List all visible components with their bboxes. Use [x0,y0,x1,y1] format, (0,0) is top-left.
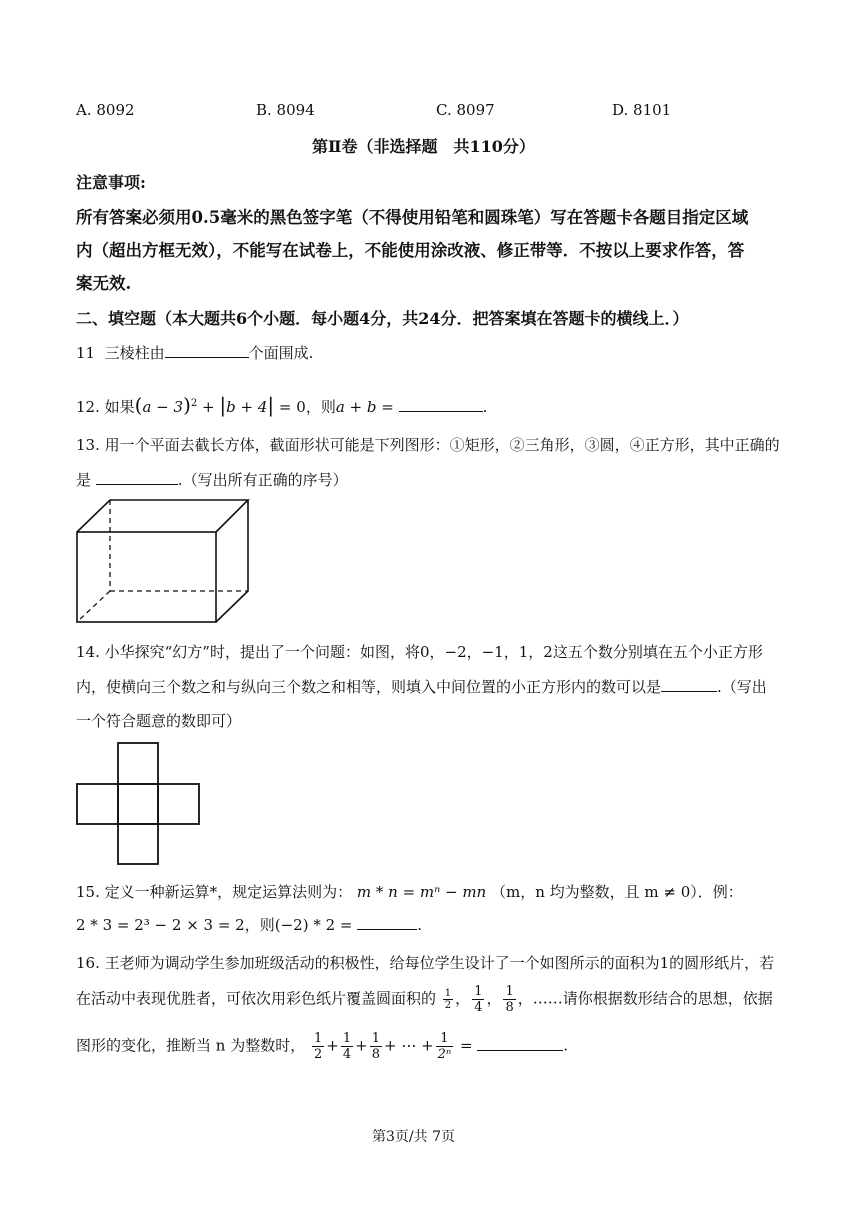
q16-fraction-quarter: $\frac{1}{4}$ [474,984,483,1015]
q16-eq: = [460,1036,473,1055]
q11-answer-blank[interactable] [165,343,249,358]
square-top [118,743,158,784]
q12-answer-blank[interactable] [399,397,483,412]
q16-answer-blank[interactable] [477,1036,563,1051]
cross-squares-figure [74,741,204,867]
q16-text-lead: 图形的变化，推断当 n 为整数时， [76,1036,306,1055]
q16-text-after: ，……请你根据数形结合的思想，依据 [517,989,773,1008]
square-right [158,784,199,824]
option-b: B. 8094 [256,101,315,119]
q12-exponent: 2 [190,398,198,409]
q16-line-2: 在活动中表现优胜者，可依次用彩色纸片覆盖圆面积的 $\frac{1}{2}$ ， $\frac{1}{4}$ ， $\frac{1}{8}$ ，……请你根据数形结合的思想，依据 [76,984,773,1015]
q14-text-before: 内，使横向三个数之和与纵向三个数之和相等，则填入中间位置的小正方形内的数可以是 [76,678,662,696]
q15-answer-blank[interactable] [357,915,417,930]
option-c: C. 8097 [436,101,495,119]
q14-line-1: 14. 小华探究“幻方”时，提出了一个问题：如图，将0，−2，−1，1，2这五个数分别填在五个小正方形 [76,643,763,661]
q12-expr1: a − 3 [142,398,184,416]
q11-text-before: 三棱柱由 [104,344,165,362]
cuboid-figure [70,494,260,629]
q12-lead: 如果 [104,398,135,416]
q12-ab: a + b = [335,398,394,416]
q16-line-3: 图形的变化，推断当 n 为整数时， $\frac{1}{2}$ + $\frac{1}{4}$ + $\frac{1}{8}$ + ⋯ + $\frac{1}{\text{2ⁿ}}$ = . [76,1031,569,1062]
section-title: 第Ⅱ卷（非选择题 共110分） [312,137,535,156]
q11-text-after: 个面围成. [248,344,314,362]
q15-line-2 [76,914,422,935]
q12-expr2: b + 4 [226,398,268,416]
q13-line-2 [76,469,348,490]
sum-term: $\frac{1}{2}$ [313,1031,323,1062]
q15-then: ，则 [244,916,275,934]
q15-ask: (−2) * 2 = [274,916,353,934]
q13-text-before: 是 [76,471,92,489]
part2-heading: 二、填空题（本大题共6个小题．每小题4分，共24分．把答案填在答题卡的横线上．） [76,309,689,328]
sum-term: $\frac{1}{8}$ [371,1031,380,1062]
q16-text-before: 在活动中表现优胜者，可依次用彩色纸片覆盖圆面积的 [76,989,437,1008]
q13-answer-blank[interactable] [96,470,178,485]
q14-line-3: 一个符合题意的数即可） [76,712,242,730]
q12-end: . [482,398,488,416]
q14-line-2 [76,676,767,697]
q16-ellipsis: + ⋯ + [383,1036,434,1055]
q14-text-after: .（写出 [717,678,767,696]
notice-line-3: 案无效. [76,274,132,293]
q15-example: 2 * 3 = 2³ − 2 × 3 = 2 [76,916,245,934]
q12-number: 12. [76,398,100,416]
page-footer: 第3页/共 7页 [372,1129,455,1145]
sum-term-last: $\frac{1}{\text{2ⁿ}}$ [437,1031,452,1062]
notice-heading: 注意事项: [76,173,146,192]
notice-line-2: 内（超出方框无效），不能写在试卷上，不能使用涂改液、修正带等．不按以上要求作答，答 [76,241,745,260]
q16-end: . [563,1036,569,1055]
q15-lead: 15. 定义一种新运算*，规定运算法则为： [76,883,353,901]
q11-number: 11 [76,344,96,362]
notice-line-1: 所有答案必须用0.5毫米的黑色签字笔（不得使用铅笔和圆珠笔）写在答题卡各题目指定区域 [76,208,749,227]
square-bottom [118,824,158,864]
q13-text-after: .（写出所有正确的序号） [177,471,348,489]
question-11 [76,342,313,363]
q16-fraction-eighth: $\frac{1}{8}$ [505,984,514,1015]
option-d: D. 8101 [612,101,672,119]
q15-condition: （m，n 均为整数，且 m ≠ 0）．例： [491,883,743,901]
square-center [118,784,158,824]
q16-fraction-half: $\frac{1}{2}$ [444,988,452,1011]
q12-plus: + [202,398,215,416]
q14-answer-blank[interactable] [661,677,717,692]
q13-line-1: 13. 用一个平面去截长方体，截面形状可能是下列图形：①矩形，②三角形，③圆，④正方形，其中正确的 [76,436,780,454]
q12-then: ，则 [305,398,336,416]
q15-rule: m * n = mⁿ − mn [356,883,487,901]
option-a: A. 8092 [76,101,135,119]
question-12: 12. 如果$(a - 3)^2 + |b + 4| = 0$，则a + b = . [76,393,488,417]
q15-end: . [417,916,423,934]
q15-line-1 [76,881,743,902]
square-left [77,784,118,824]
q16-line-1: 16. 王老师为调动学生参加班级活动的积极性，给每位学生设计了一个如图所示的面积为1的圆形纸片，若 [76,954,775,972]
q12-eq: = 0 [278,398,306,416]
sum-term: $\frac{1}{4}$ [342,1031,352,1062]
